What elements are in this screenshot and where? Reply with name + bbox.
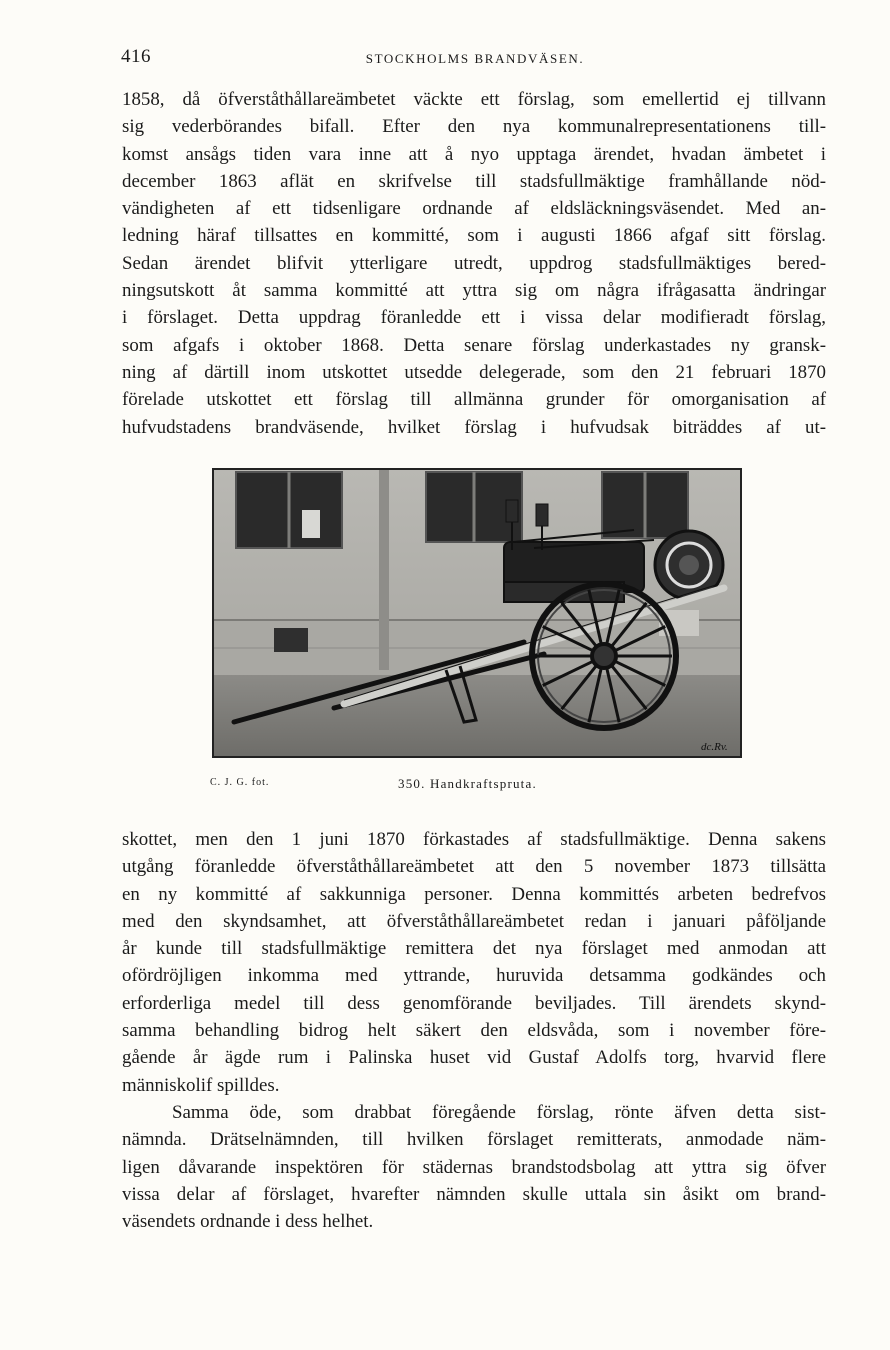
- text-line: vändigheten af ett tidsenligare ordnande af eldsläckningsväsendet. Med an-: [122, 198, 826, 220]
- text-line: gående år ägde rum i Palinska huset vid Gustaf Adolfs torg, hvarvid flere: [122, 1047, 826, 1069]
- hand-pump-engraving: [214, 470, 740, 756]
- text-line: december 1863 aflät en skrifvelse till stadsfullmäktige framhållande nöd-: [122, 170, 826, 192]
- text-line: med den skyndsamhet, att öfverståthållareämbetet redan i januari påföljande: [122, 910, 826, 932]
- figure-caption: 350. Handkraftspruta.: [398, 776, 537, 791]
- paragraph-2: [122, 826, 826, 1099]
- text-line: Samma öde, som drabbat föregående förslag, rönte äfven detta sist-: [172, 1102, 826, 1123]
- page-number: 416: [121, 46, 151, 67]
- text-line: ningsutskott åt samma kommitté att yttra sig om några ifrågasatta ändringar: [122, 280, 826, 302]
- photo-credit: C. J. G. fot.: [210, 777, 270, 788]
- text-line: år kunde till stadsfullmäktige remittera det nya förslaget med anmodan att: [122, 938, 826, 960]
- running-title: STOCKHOLMS BRANDVÄSEN.: [365, 51, 585, 66]
- text-line: som afgafs i oktober 1868. Detta senare förslag underkastades ny gransk-: [122, 334, 826, 356]
- text-line: förelade utskottet ett förslag till allmänna grunder för omorganisation af: [122, 389, 826, 411]
- text-line: vissa delar af förslaget, hvarefter nämnden skulle uttala sin åsikt om brand-: [122, 1183, 826, 1205]
- text-line: skottet, men den 1 juni 1870 förkastades af stadsfullmäktige. Denna sakens: [122, 829, 826, 850]
- paragraph-3: [122, 1099, 826, 1235]
- text-line: ledning häraf tillsattes en kommitté, som i augusti 1866 afgaf sitt förslag.: [122, 225, 826, 247]
- text-line: nämnda. Drätselnämnden, till hvilken förslaget remitterats, anmodade näm-: [122, 1129, 826, 1151]
- text-line: hufvudstadens brandväsende, hvilket förslag i hufvudsak biträddes af ut-: [122, 416, 826, 438]
- text-line: samma behandling bidrog helt säkert den eldsvåda, som i november före-: [122, 1020, 826, 1042]
- text-line: Sedan ärendet blifvit ytterligare utredt, uppdrog stadsfullmäktiges bered-: [122, 252, 826, 274]
- paragraph-1: [122, 86, 826, 441]
- text-line: ligen dåvarande inspektören för städernas brandstodsbolag att yttra sig öfver: [122, 1156, 826, 1178]
- text-line: människolif spilldes.: [122, 1074, 280, 1096]
- text-line: ning af därtill inom utskottet utsedde delegerade, som den 21 februari 1870: [122, 361, 826, 383]
- text-line: väsendets ordnande i dess helhet.: [122, 1211, 374, 1233]
- text-line: 1858, då öfverståthållareämbetet väckte ett förslag, som emellertid ej tillvann: [122, 89, 826, 110]
- text-line: komst ansågs tiden vara inne att å nyo upptaga ärendet, hvadan ämbetet i: [122, 143, 826, 165]
- figure-photograph: [212, 468, 742, 758]
- text-line: en ny kommitté af sakkunniga personer. Denna kommittés arbeten bedrefvos: [122, 883, 826, 905]
- text-line: erforderliga medel till dess genomförande beviljades. Till ärendets skynd-: [122, 992, 826, 1014]
- text-line: utgång föranledde öfverståthållareämbetet att den 5 november 1873 tillsätta: [122, 856, 826, 878]
- text-line: i förslaget. Detta uppdrag föranledde ett i vissa delar modifieradt förslag,: [122, 307, 826, 329]
- text-line: ofördröjligen inkomma med yttrande, huruvida detsamma godkändes och: [122, 965, 826, 987]
- text-line: sig vederbörandes bifall. Efter den nya kommunalrepresentationens till-: [122, 116, 826, 138]
- engraver-signature: dc.Rv.: [701, 741, 728, 753]
